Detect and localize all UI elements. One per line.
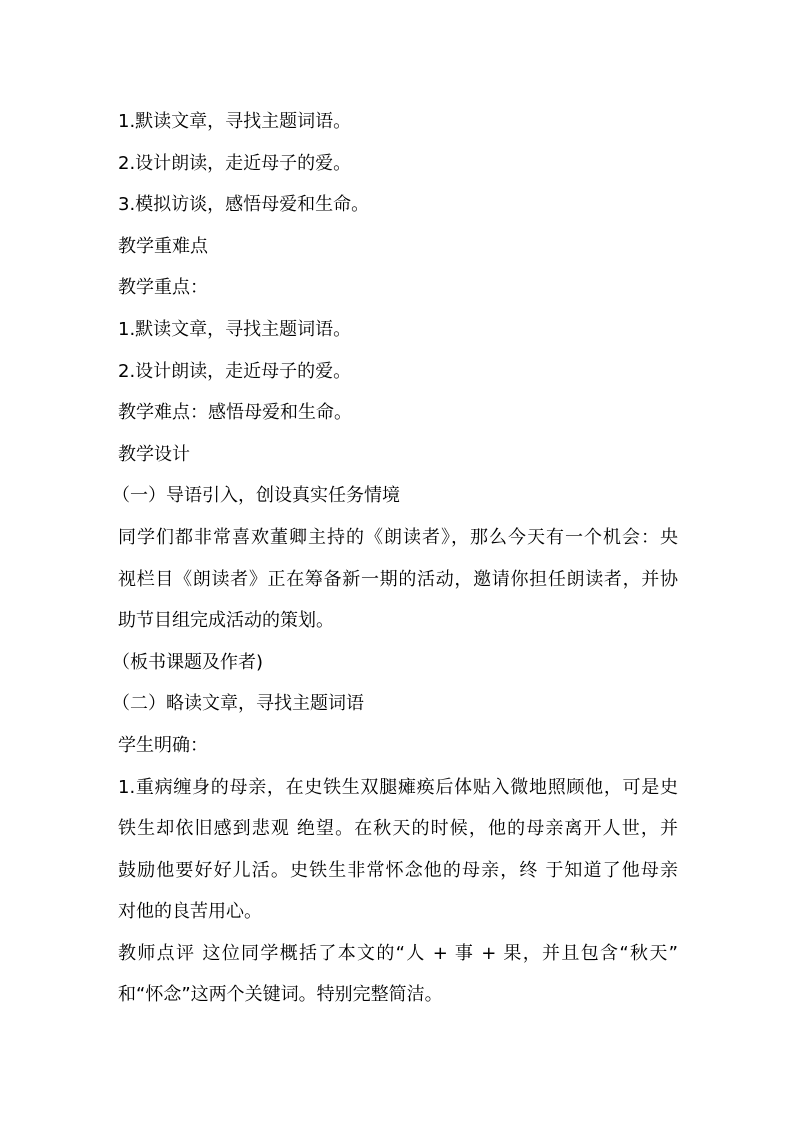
intro-line-3: 助节目组完成活动的策划。 [118, 610, 334, 632]
section-2-heading: （二）略读文章，寻找主题词语 [112, 693, 364, 715]
objective-1: 1.默读文章，寻找主题词语。 [118, 111, 352, 132]
intro-line-1: 同学们都非常喜欢董卿主持的《朗读者》，那么今天有一个机会：央 [118, 526, 678, 548]
intro-line-2: 视栏目《朗读者》正在筹备新一期的活动，邀请你担任朗读者，并协 [118, 568, 678, 590]
section-1-heading: （一）导语引入，创设真实任务情境 [112, 485, 400, 507]
blackboard-note: （板书课题及作者) [112, 651, 264, 673]
heading-key-points: 教学重点： [118, 277, 208, 299]
heading-student-answer: 学生明确： [118, 734, 208, 756]
key-point-2: 2.设计朗读，走近母子的爱。 [118, 360, 352, 382]
teacher-comment-paragraph [118, 933, 678, 1016]
comment-line-2: 和“怀念”这两个关键词。特别完整简洁。 [118, 984, 443, 1006]
intro-paragraph [118, 517, 678, 642]
heading-key-difficult-points: 教学重难点 [118, 235, 208, 257]
difficult-point: 教学难点：感悟母爱和生命。 [118, 402, 352, 424]
objective-3: 3.模拟访谈，感悟母爱和生命。 [118, 194, 370, 216]
answer-line-3: 鼓励他要好好儿活。史铁生非常怀念他的母亲，终 于知道了他母亲 [118, 859, 678, 881]
student-answer-paragraph [118, 767, 678, 933]
comment-line-1: 教师点评 这位同学概括了本文的“人 + 事 + 果，并且包含“秋天” [118, 942, 678, 964]
objective-2: 2.设计朗读，走近母子的爱。 [118, 152, 352, 174]
heading-teaching-design: 教学设计 [118, 443, 190, 465]
answer-line-1: 1.重病缠身的母亲，在史铁生双腿瘫痪后体贴入微地照顾他，可是史 [118, 776, 678, 798]
document-page [112, 101, 678, 1016]
key-point-1: 1.默读文章，寻找主题词语。 [118, 318, 352, 340]
answer-line-4: 对他的良苦用心。 [118, 901, 262, 923]
answer-line-2: 铁生却依旧感到悲观 绝望。在秋天的时候，他的母亲离开人世，并 [118, 818, 678, 840]
